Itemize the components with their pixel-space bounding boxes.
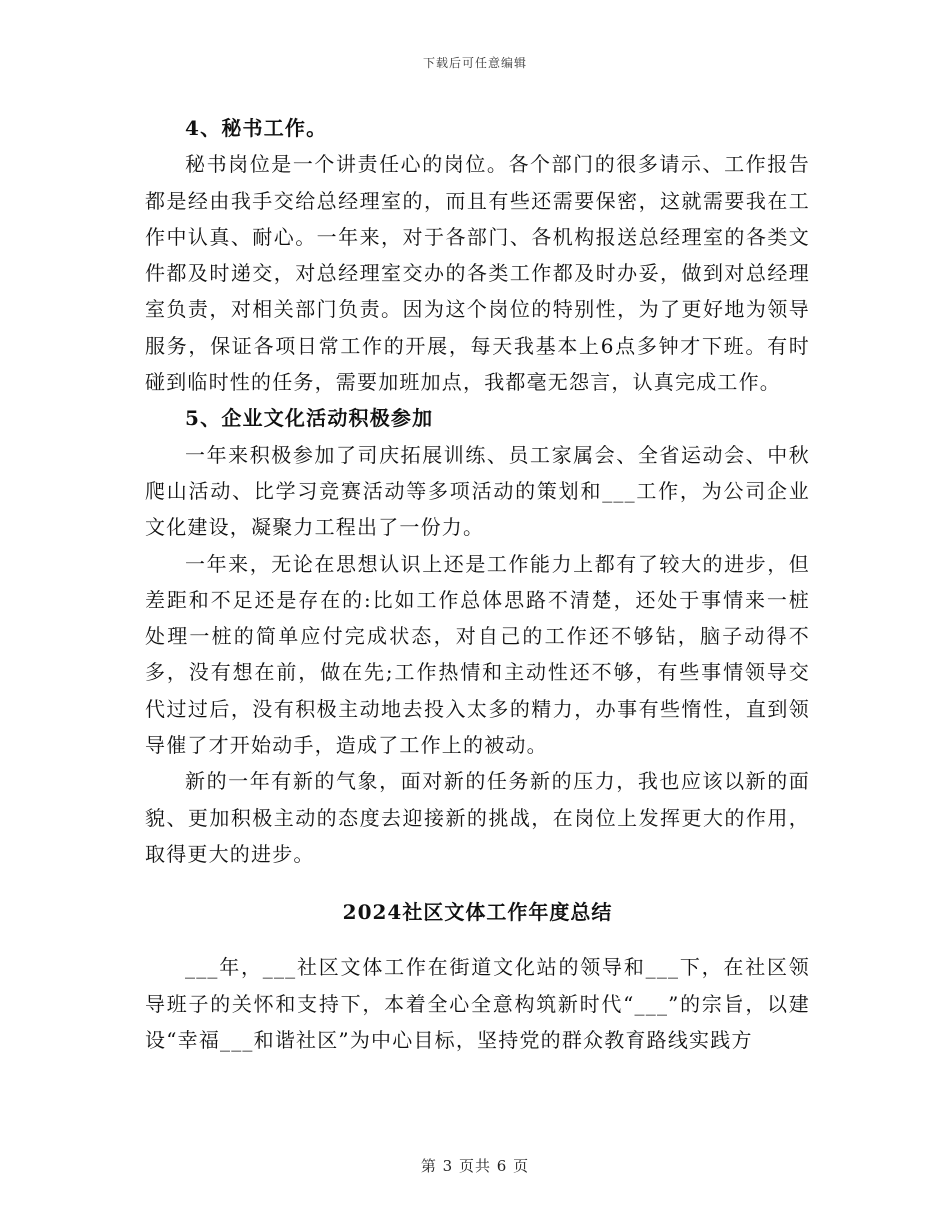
paragraph-culture-activities: 一年来积极参加了司庆拓展训练、员工家属会、全省运动会、中秋爬山活动、比学习竞赛活动等多项活动的策划和___工作，为公司企业文化建设，凝聚力工程出了一份力。 [145, 442, 810, 540]
document-title: 2024社区文体工作年度总结 [342, 900, 613, 925]
paragraph-shortcomings: 一年来，无论在思想认识上还是工作能力上都有了较大的进步，但差距和不足还是存在的:比如工作总体思路不清楚，还处于事情来一桩处理一桩的简单应付完成状态，对自己的工作还不够钻，脑子动得不多，没有想在前，做在先;工作热情和主动性还不够，有些事情领导交代过过后，没有积极主动地去投入太多的精力，办事有些惰性，直到领导催了才开始动手，造成了工作上的被动。 [145, 551, 810, 758]
section-heading-secretary: 4、秘书工作。 [185, 116, 328, 140]
document-body [145, 110, 810, 1058]
paragraph-secretary-work: 秘书岗位是一个讲责任心的岗位。各个部门的很多请示、工作报告都是经由我手交给总经理室的，而且有些还需要保密，这就需要我在工作中认真、耐心。一年来，对于各部门、各机构报送总经理室的各类文件都及时递交，对总经理室交办的各类工作都及时办妥，做到对总经理室负责，对相关部门负责。因为这个岗位的特别性，为了更好地为领导服务，保证各项日常工作的开展，每天我基本上6点多钟才下班。有时碰到临时性的任务，需要加班加点，我都毫无怨言，认真完成工作。 [145, 152, 810, 395]
page-number-footer: 第 3 页共 6 页 [420, 1157, 530, 1175]
section-heading-culture: 5、企业文化活动积极参加 [185, 406, 434, 431]
header-note: 下载后可任意编辑 [422, 56, 527, 70]
paragraph-outlook: 新的一年有新的气象，面对新的任务新的压力，我也应该以新的面貌、更加积极主动的态度去迎接新的挑战，在岗位上发挥更大的作用，取得更大的进步。 [145, 769, 810, 866]
paragraph-community-intro: ___年，___社区文体工作在街道文化站的领导和___下，在社区领导班子的关怀和支持下，本着全心全意构筑新时代“___”的宗旨，以建设“幸福___和谐社区”为中心目标，坚持党的群众教育路线实践方 [145, 955, 810, 1052]
